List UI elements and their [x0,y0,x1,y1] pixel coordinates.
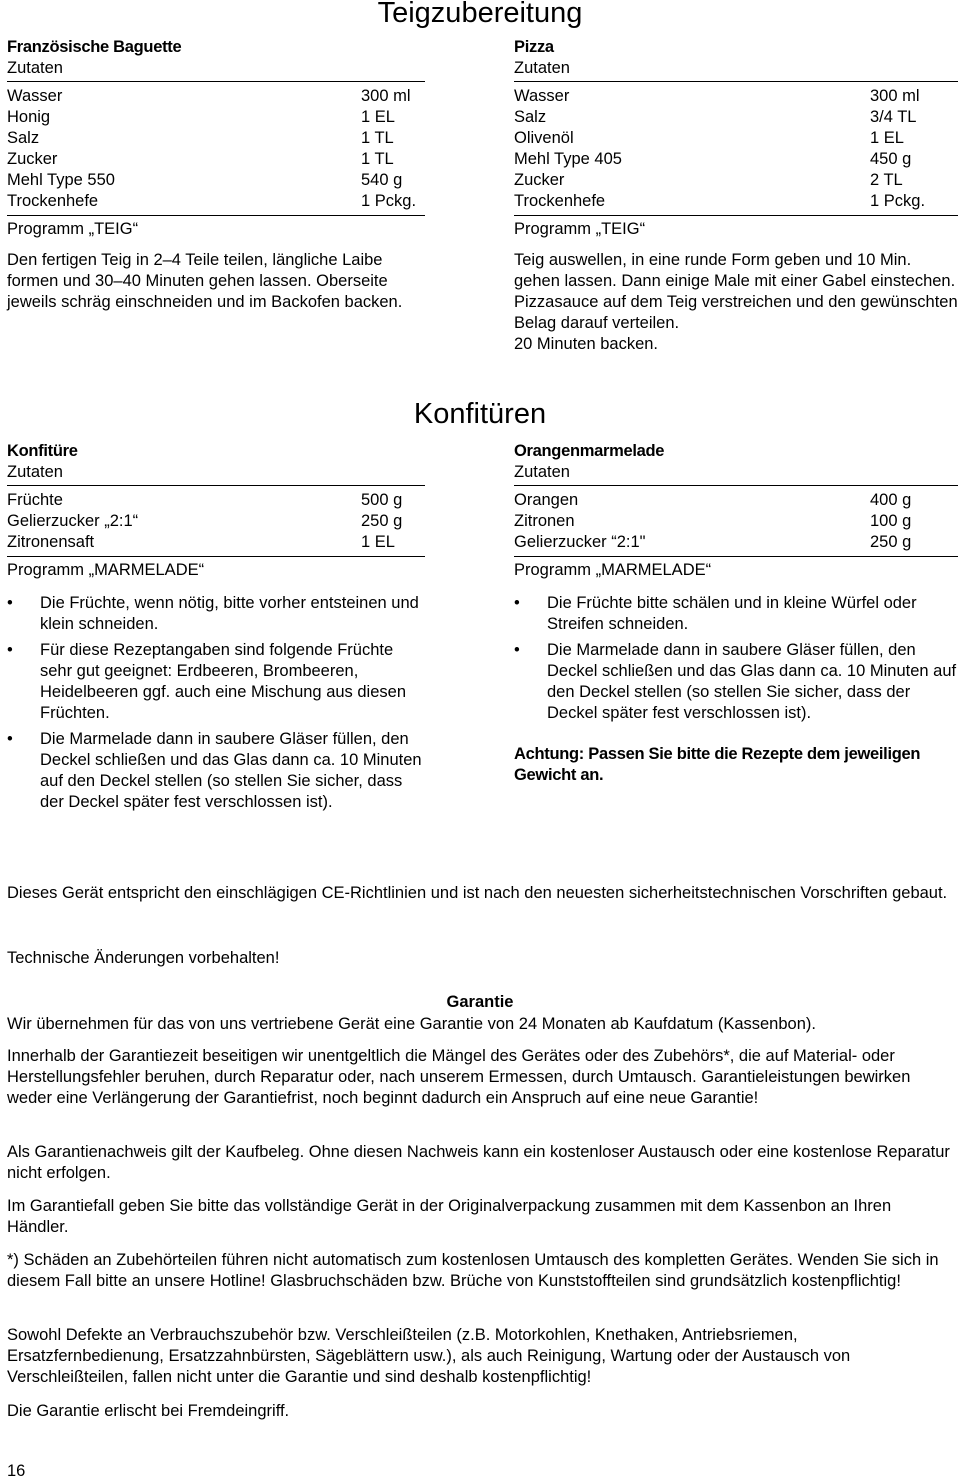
bullet-icon: • [7,594,13,612]
ingredient-row [7,107,425,128]
ingredient-name: Zitronensaft [7,533,95,551]
ingredient-name: Salz [514,108,547,126]
list-item-text: Für diese Rezeptangaben sind folgende Früchte sehr gut geeignet: Erdbeeren, Brombeeren, Heidelbeeren ggf. auch eine Mischung aus diesen Früchten. [40,641,406,722]
recipe-baguette [7,37,425,313]
ingredient-qty: 500 g [361,491,403,509]
ingredient-qty: 300 ml [361,87,411,105]
guarantee-paragraph: Im Garantiefall geben Sie bitte das vollständige Gerät in der Originalverpackung zusammen mit dem Kassenbon an Ihren Händler. [7,1197,892,1236]
recipe-description: 20 Minuten backen. [514,335,659,353]
ingredient-name: Wasser [7,87,63,105]
ingredient-list [7,86,425,212]
guarantee-paragraph: Wir übernehmen für das von uns vertriebene Gerät eine Garantie von 24 Monaten ab Kaufdatum (Kassenbon). [7,1015,816,1033]
ingredient-name: Mehl Type 550 [7,171,115,189]
ingredient-row [514,532,958,553]
recipe-description: Den fertigen Teig in 2–4 Teile teilen, längliche Laibe formen und 30–40 Minuten gehen lassen. Oberseite jeweils schräg einschneiden und im Backofen backen. [7,251,403,311]
ingredients-label: Zutaten [514,462,958,486]
guarantee-paragraph: Als Garantienachweis gilt der Kaufbeleg. Ohne diesen Nachweis kann ein kostenloser Austausch oder eine kostenlose Reparatur nicht erfolgen. [7,1143,950,1182]
list-item [7,593,425,635]
ingredient-qty: 2 TL [870,171,903,189]
section-title-dough: Teigzubereitung [377,0,583,29]
ingredient-row [514,490,958,511]
list-item-text: Die Früchte bitte schälen und in kleine Würfel oder Streifen schneiden. [547,594,917,633]
bullet-icon: • [7,641,13,659]
ingredient-name: Trockenhefe [7,192,99,210]
ingredient-name: Zucker [7,150,58,168]
ingredient-name: Wasser [514,87,570,105]
ingredient-qty: 1 EL [870,129,904,147]
ingredient-qty: 250 g [361,512,403,530]
recipe-pizza [514,37,958,355]
ingredient-row [7,170,425,191]
ingredient-qty: 400 g [870,491,912,509]
ingredient-row [7,191,425,212]
page-number: 16 [7,1462,26,1480]
ingredient-row [7,511,425,532]
ingredient-name: Orangen [514,491,579,509]
ingredient-qty: 1 EL [361,108,395,126]
guarantee-paragraph: Die Garantie erlischt bei Fremdeingriff. [7,1402,290,1420]
recipe-title: Französische Baguette [7,38,182,56]
list-item [7,729,425,813]
section-title-jam: Konfitüren [413,398,547,430]
bullet-icon: • [7,730,13,748]
ingredient-row [514,170,958,191]
recipe-description: Pizzasauce auf dem Teig verstreichen und den gewünschten Belag darauf verteilen. [514,293,958,332]
program-label: Programm „MARMELADE“ [7,556,425,581]
ingredient-name: Gelierzucker „2:1“ [7,512,139,530]
guarantee-paragraph: *) Schäden an Zubehörteilen führen nicht automatisch zum kostenlosen Umtausch des kompletten Gerätes. Wenden Sie sich in diesem Fall bitte an unsere Hotline! Glasbruchschäden bzw. Brüche von Kunststoffteilen sind grundsätzlich kostenpflichtig! [7,1251,939,1290]
bullet-icon: • [514,594,520,612]
recipe-title: Orangenmarmelade [514,442,665,460]
recipe-title: Konfitüre [7,442,78,460]
list-item-text: Die Marmelade dann in saubere Gläser füllen, den Deckel schließen und das Glas dann ca. 10 Minuten auf den Deckel stellen (so stellen Sie sicher, dass der Deckel später fest verschlossen ist). [547,641,957,722]
ingredient-row [7,86,425,107]
ingredient-name: Zitronen [514,512,575,530]
recipe-description: Teig auswellen, in eine runde Form geben und 10 Min. gehen lassen. Dann einige Male mit einer Gabel einstechen. [514,251,956,290]
recipe-orangenmarmelade [514,441,958,786]
guarantee-paragraph: Innerhalb der Garantiezeit beseitigen wir unentgeltlich die Mängel des Gerätes oder des Zubehörs*, die auf Material- oder Herstellungsfehler beruhen, durch Reparatur oder, nach unserem Ermessen, durch Umtausch. Garantieleistungen bewirken weder eine Verlängerung der Garantiefrist, noch beginnt dadurch ein Anspruch auf eine neue Garantie! [7,1047,911,1107]
ingredient-name: Olivenöl [514,129,574,147]
ingredient-row [514,107,958,128]
program-label: Programm „TEIG“ [7,215,425,240]
list-item [514,640,958,724]
ingredient-row [7,532,425,553]
ingredient-row [514,149,958,170]
guarantee-paragraph: Sowohl Defekte an Verbrauchszubehör bzw. Verschleißteilen (z.B. Motorkohlen, Knethaken, Antriebsriemen, Ersatzfernbedienung, Ersatzzahnbürsten, Sägeblättern usw.), als auch Reinigung, Wartung oder der Austausch von Verschleißteilen, fallen nicht unter die Garantie und sind deshalb kostenpflichtig! [7,1326,851,1386]
recipe-konfituere [7,441,425,818]
tech-changes-notice: Technische Änderungen vorbehalten! [7,949,280,967]
ingredient-row [7,128,425,149]
list-item-text: Die Marmelade dann in saubere Gläser füllen, den Deckel schließen und das Glas dann ca. 10 Minuten auf den Deckel stellen (so stellen Sie sicher, dass der Deckel später fest verschlossen ist). [40,730,422,811]
program-label: Programm „TEIG“ [514,215,958,240]
ingredient-qty: 250 g [870,533,912,551]
ce-notice: Dieses Gerät entspricht den einschlägigen CE-Richtlinien und ist nach den neuesten sicherheitstechnischen Vorschriften gebaut. [7,884,948,902]
ingredient-list [514,490,958,553]
bullet-icon: • [514,641,520,659]
ingredient-qty: 450 g [870,150,912,168]
ingredient-name: Früchte [7,491,63,509]
program-label: Programm „MARMELADE“ [514,556,958,581]
list-item [514,593,958,635]
ingredient-row [514,86,958,107]
ingredient-list [514,86,958,212]
ingredients-label: Zutaten [7,58,425,82]
ingredient-name: Trockenhefe [514,192,606,210]
ingredient-row [514,128,958,149]
ingredient-name: Gelierzucker “2:1" [514,533,646,551]
ingredient-qty: 1 TL [361,129,394,147]
ingredient-list [7,490,425,553]
ingredients-label: Zutaten [7,462,425,486]
guarantee-title: Garantie [446,993,514,1011]
ingredient-qty: 3/4 TL [870,108,917,126]
warning-note: Achtung: Passen Sie bitte die Rezepte dem jeweiligen Gewicht an. [514,745,921,784]
ingredient-qty: 1 EL [361,533,395,551]
recipe-title: Pizza [514,38,554,56]
list-item [7,640,425,724]
ingredient-qty: 100 g [870,512,912,530]
ingredient-qty: 1 Pckg. [870,192,926,210]
ingredient-qty: 1 Pckg. [361,192,417,210]
ingredient-row [514,191,958,212]
ingredient-qty: 1 TL [361,150,394,168]
ingredient-qty: 540 g [361,171,403,189]
ingredient-name: Salz [7,129,40,147]
instruction-list [7,593,425,813]
ingredient-row [7,490,425,511]
ingredient-name: Zucker [514,171,565,189]
ingredient-row [7,149,425,170]
ingredient-qty: 300 ml [870,87,920,105]
instruction-list [514,593,958,724]
ingredient-row [514,511,958,532]
ingredients-label: Zutaten [514,58,958,82]
list-item-text: Die Früchte, wenn nötig, bitte vorher entsteinen und klein schneiden. [40,594,419,633]
ingredient-name: Mehl Type 405 [514,150,622,168]
ingredient-name: Honig [7,108,51,126]
